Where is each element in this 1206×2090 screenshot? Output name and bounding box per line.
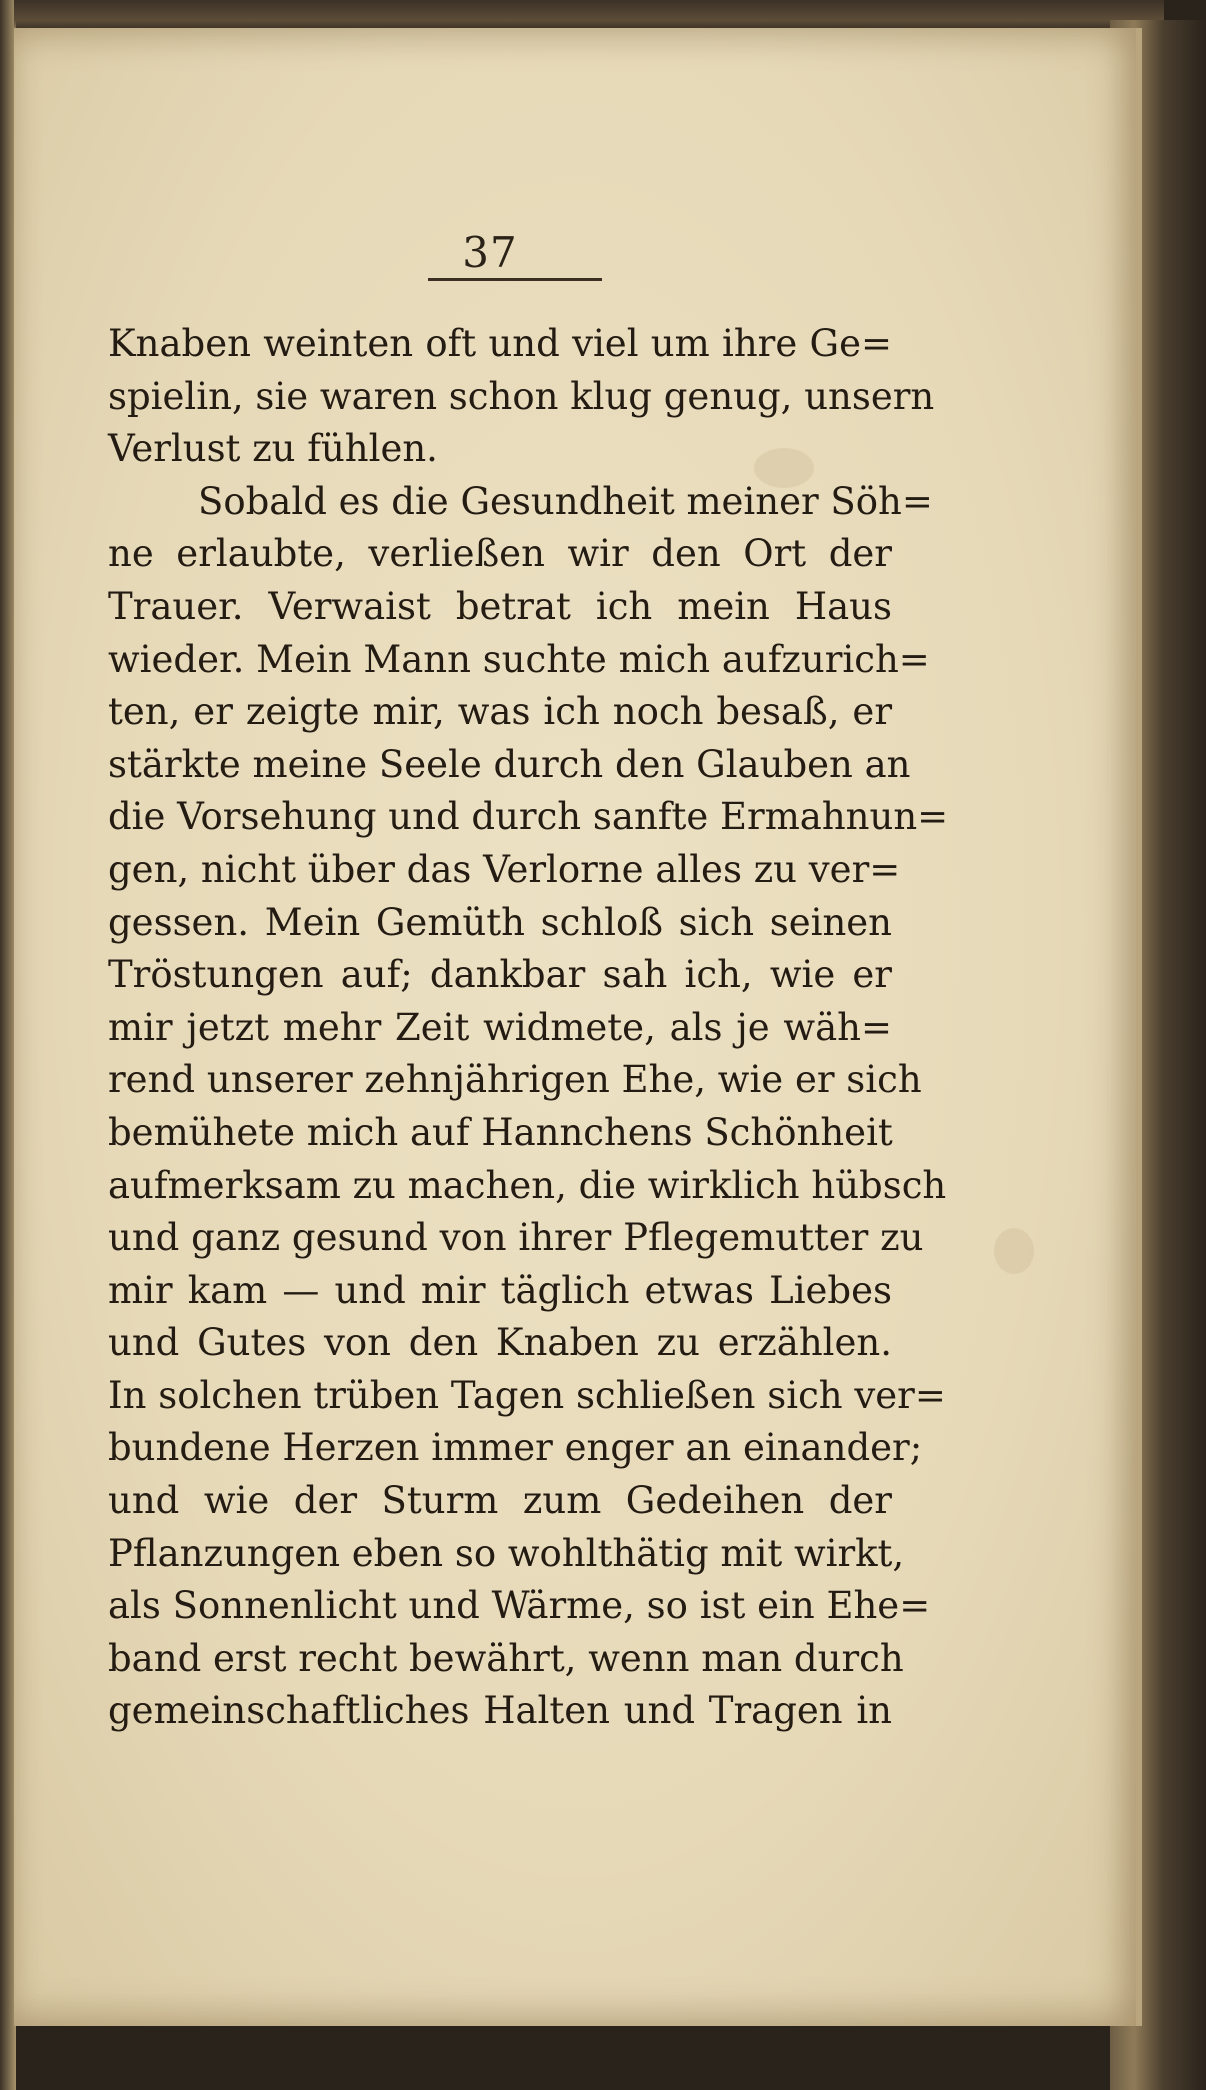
text-line: Verlust zu fühlen. <box>108 427 438 471</box>
header-rule <box>428 278 602 281</box>
page-number: 37 <box>462 228 518 277</box>
text-line: bundene Herzen immer enger an einander; <box>108 1426 923 1470</box>
text-line: Trauer. Verwaist betrat ich mein Haus <box>108 584 892 628</box>
text-line: In solchen trüben Tagen schließen sich ver= <box>108 1373 946 1417</box>
text-line: Tröstungen auf; dankbar sah ich, wie er <box>108 953 892 997</box>
text-line: mir jetzt mehr Zeit widmete, als je wäh= <box>108 1005 892 1049</box>
text-line: ne erlaubte, verließen wir den Ort der <box>108 532 892 576</box>
text-line: aufmerksam zu machen, die wirklich hübsch <box>108 1163 947 1207</box>
text-line: als Sonnenlicht und Wärme, so ist ein Ehe= <box>108 1584 931 1628</box>
text-line: gen, nicht über das Verlorne alles zu ver= <box>108 847 901 891</box>
text-line: stärkte meine Seele durch den Glauben an <box>108 742 911 786</box>
text-line: Sobald es die Gesundheit meiner Söh= <box>198 479 933 523</box>
text-line: und wie der Sturm zum Gedeihen der <box>108 1479 892 1523</box>
text-line: band erst recht bewährt, wenn man durch <box>108 1636 904 1680</box>
text-line: Pflanzungen eben so wohlthätig mit wirkt, <box>108 1531 905 1575</box>
body-text <box>108 318 949 1738</box>
text-line: und Gutes von den Knaben zu erzählen. <box>108 1321 892 1365</box>
text-line: gemeinschaftliches Halten und Tragen in <box>108 1689 892 1733</box>
text-line: spielin, sie waren schon klug genug, unsern <box>108 374 935 418</box>
text-line: und ganz gesund von ihrer Pflegemutter zu <box>108 1216 924 1260</box>
text-line: gessen. Mein Gemüth schloß sich seinen <box>108 900 892 944</box>
text-line: mir kam — und mir täglich etwas Liebes <box>108 1268 892 1312</box>
text-line: wieder. Mein Mann suchte mich aufzurich= <box>108 637 930 681</box>
text-line: ten, er zeigte mir, was ich noch besaß, er <box>108 690 892 734</box>
text-line: rend unserer zehnjährigen Ehe, wie er sich <box>108 1058 922 1102</box>
text-line: die Vorsehung und durch sanfte Ermahnun= <box>108 795 949 839</box>
paper-stain <box>994 1228 1034 1274</box>
text-line: bemühete mich auf Hannchens Schönheit <box>108 1110 893 1154</box>
text-line: Knaben weinten oft und viel um ihre Ge= <box>108 322 892 365</box>
